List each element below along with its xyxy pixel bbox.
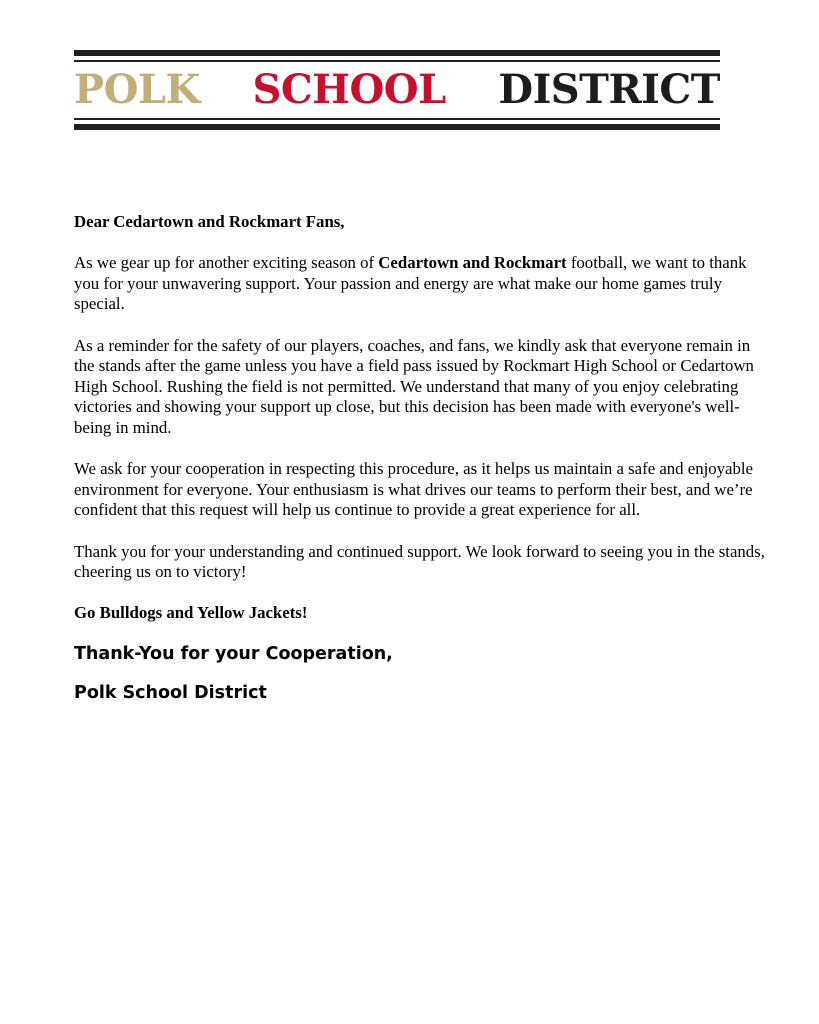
- cheer-line: Go Bulldogs and Yellow Jackets!: [74, 603, 308, 623]
- paragraph-3: We ask for your cooperation in respecting this procedure, as it helps us maintain a safe and enjoyable environment for everyone. Your enthusiasm is what drives our teams to perform their best, and we’re confident that this request will help us continue to provide a great experience for all.: [74, 459, 754, 520]
- logo-district: DISTRICT: [498, 66, 720, 113]
- salutation: Dear Cedartown and Rockmart Fans,: [74, 212, 345, 231]
- district-logo: [74, 62, 720, 118]
- paragraph-1: [74, 253, 774, 315]
- thanks-line: Thank-You for your Cooperation,: [74, 644, 393, 665]
- paragraph-4: Thank you for your understanding and continued support. We look forward to seeing you in the stands, cheering us on to victory!: [74, 541, 765, 582]
- letter-body: [74, 212, 774, 725]
- logo-polk: POLK: [74, 66, 200, 113]
- paragraph-1-intro: As we gear up for another exciting season of: [74, 253, 379, 273]
- letterhead-bottom-thick-rule: [74, 124, 720, 130]
- logo-school: SCHOOL: [252, 66, 446, 113]
- paragraph-1-rest: football, we want to thank you for your unwavering support. Your passion and energy are what make our home games truly special.: [74, 253, 747, 314]
- letterhead: [74, 50, 720, 130]
- paragraph-2: As a reminder for the safety of our players, coaches, and fans, we kindly ask that everyone remain in the stands after the game unless you have a field pass issued by Rockmart High School or Cedartown High School. Rushing the field is not permitted. We understand that many of you enjoy celebrating victories and showing your support up close, but this decision has been made with everyone's well-being in mind.: [74, 335, 754, 437]
- signature: Polk School District: [74, 683, 267, 704]
- paragraph-1-bold-teams: Cedartown and Rockmart: [378, 253, 567, 273]
